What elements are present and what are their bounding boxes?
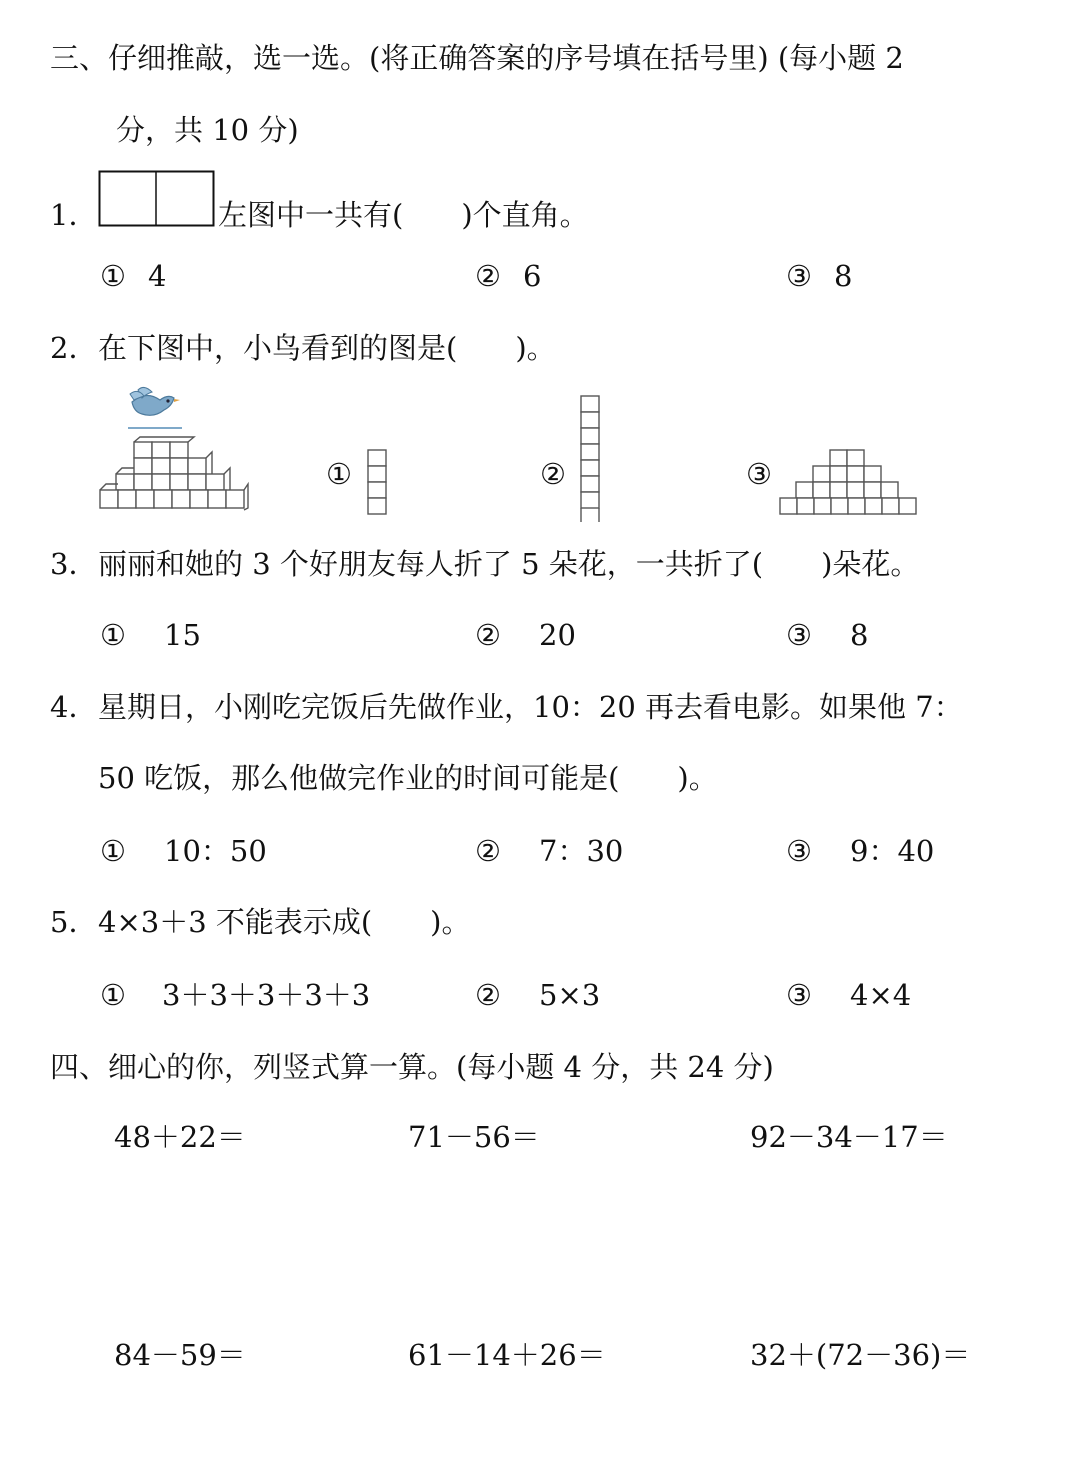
section4-heading: 四、细心的你，列竖式算一算。(每小题 4 分，共 24 分): [50, 1050, 774, 1084]
q4-question-line1: 星期日，小刚吃完饭后先做作业，10：20 再去看电影。如果他 7：: [98, 690, 963, 724]
q2-option-1-mark: ①: [326, 457, 352, 491]
q3-option-1-mark: ①: [100, 618, 126, 652]
q4-number: 4．: [50, 690, 98, 724]
q2-question-text: 在下图中，小鸟看到的图是( )。: [98, 331, 556, 365]
q2-option-2-figure: [578, 394, 602, 524]
q5-option-3-text: 4×4: [850, 978, 912, 1012]
q5-question-text: 4×3＋3 不能表示成( )。: [98, 905, 471, 939]
q2-number: 2．: [50, 331, 98, 365]
q2-option-1-figure: [366, 448, 388, 518]
q1-option-3-mark: ③: [786, 259, 812, 293]
q3-number: 3．: [50, 547, 98, 581]
q3-option-1-text: 15: [164, 618, 201, 652]
q2-option-3-mark: ③: [746, 457, 772, 491]
q5-option-2-text: 5×3: [539, 978, 601, 1012]
q3-option-3-text: 8: [850, 618, 869, 652]
q5-option-1-text: 3＋3＋3＋3＋3: [162, 978, 371, 1012]
calc-2: 71－56＝: [408, 1120, 540, 1154]
q3-option-2-mark: ②: [475, 618, 501, 652]
q3-option-3-mark: ③: [786, 618, 812, 652]
bird-icon: [124, 384, 184, 430]
q2-option-3-figure: [778, 448, 918, 520]
calc-5: 61－14＋26＝: [408, 1338, 606, 1372]
q4-option-3-text: 9：40: [850, 834, 935, 868]
q5-number: 5．: [50, 905, 98, 939]
q4-option-2-text: 7：30: [539, 834, 624, 868]
q3-question-text: 丽丽和她的 3 个好朋友每人折了 5 朵花，一共折了( )朵花。: [98, 547, 920, 581]
q1-option-3-text: 8: [834, 259, 853, 293]
q4-option-1-text: 10：50: [164, 834, 267, 868]
q3-option-2-text: 20: [539, 618, 576, 652]
section3-heading-line1: 三、仔细推敲，选一选。(将正确答案的序号填在括号里) (每小题 2: [50, 41, 904, 75]
calc-1: 48＋22＝: [114, 1120, 246, 1154]
q2-option-2-mark: ②: [540, 457, 566, 491]
q1-option-1-text: 4: [148, 259, 167, 293]
q1-number: 1．: [50, 198, 98, 232]
q5-option-1-mark: ①: [100, 978, 126, 1012]
q1-option-1-mark: ①: [100, 259, 126, 293]
q4-option-1-mark: ①: [100, 834, 126, 868]
q1-rectangle-figure: [98, 170, 216, 228]
calc-3: 92－34－17＝: [750, 1120, 948, 1154]
calc-4: 84－59＝: [114, 1338, 246, 1372]
q4-option-3-mark: ③: [786, 834, 812, 868]
q1-option-2-text: 6: [523, 259, 542, 293]
cube-stack-figure: [98, 438, 250, 520]
q5-option-2-mark: ②: [475, 978, 501, 1012]
q1-option-2-mark: ②: [475, 259, 501, 293]
section3-heading-line2: 分，共 10 分): [116, 113, 299, 147]
q4-option-2-mark: ②: [475, 834, 501, 868]
calc-6: 32＋(72－36)＝: [750, 1338, 971, 1372]
q1-question-text: 左图中一共有( )个直角。: [218, 198, 589, 232]
q5-option-3-mark: ③: [786, 978, 812, 1012]
q4-question-line2: 50 吃饭，那么他做完作业的时间可能是( )。: [98, 761, 718, 795]
